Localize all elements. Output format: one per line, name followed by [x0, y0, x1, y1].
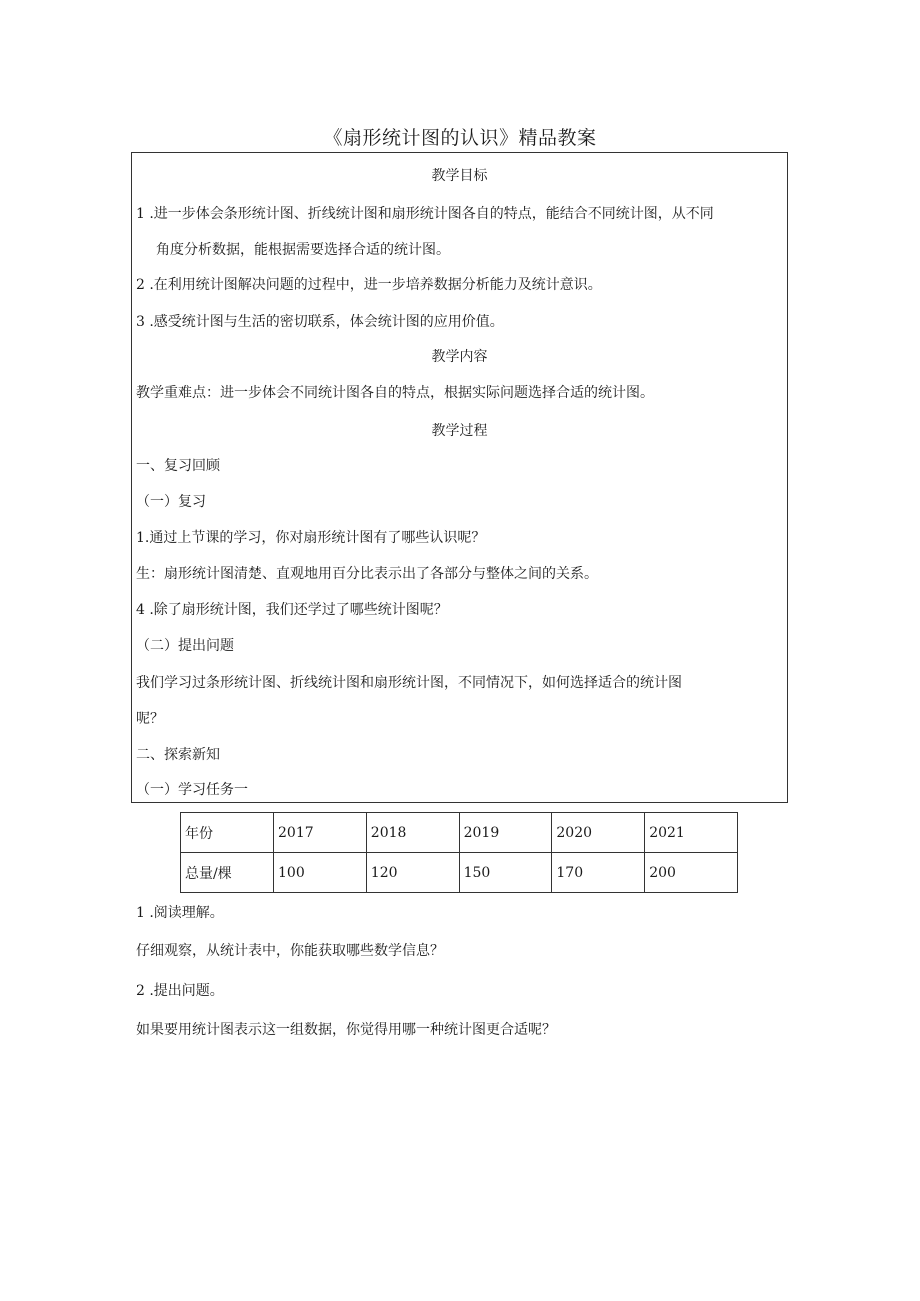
table-cell: 2017 [274, 813, 367, 853]
goals-heading: 教学目标 [431, 168, 488, 184]
step-1-text: 仔细观察，从统计表中，你能获取哪些数学信息？ [136, 943, 444, 959]
select-chart-question-line-2: 呢？ [136, 711, 164, 727]
key-points: 教学重难点：进一步体会不同统计图各自的特点，根据实际问题选择合适的统计图。 [136, 385, 654, 401]
goal-2: 2 .在利用统计图解决问题的过程中，进一步培养数据分析能力及统计意识。 [136, 277, 602, 293]
document-title: 《扇形统计图的认识》精品教案 [323, 127, 597, 149]
select-chart-question-line-1: 我们学习过条形统计图、折线统计图和扇形统计图，不同情况下，如何选择适合的统计图 [136, 675, 682, 691]
step-1-heading: 1 .阅读理解。 [136, 905, 224, 921]
table-cell: 2021 [645, 813, 738, 853]
subsection-question: （二）提出问题 [136, 638, 234, 654]
table-row-label: 年份 [181, 813, 274, 853]
table-cell: 150 [459, 853, 552, 893]
table-row [181, 813, 738, 853]
table-row-label: 总量/棵 [181, 853, 274, 893]
table-cell: 2018 [366, 813, 459, 853]
question-1: 1.通过上节课的学习，你对扇形统计图有了哪些认识呢？ [136, 530, 486, 546]
question-4: 4 .除了扇形统计图，我们还学过了哪些统计图呢？ [136, 602, 448, 618]
table-cell: 200 [645, 853, 738, 893]
table-cell: 100 [274, 853, 367, 893]
task-1-heading: （一）学习任务一 [136, 782, 248, 798]
table-row [181, 853, 738, 893]
content-heading: 教学内容 [431, 349, 488, 365]
data-table [180, 812, 738, 893]
table-cell: 2020 [552, 813, 645, 853]
table-cell: 2019 [459, 813, 552, 853]
table-cell: 170 [552, 853, 645, 893]
step-2-text: 如果要用统计图表示这一组数据，你觉得用哪一种统计图更合适呢？ [136, 1022, 556, 1038]
goal-3: 3 .感受统计图与生活的密切联系，体会统计图的应用价值。 [136, 314, 504, 330]
step-2-heading: 2 .提出问题。 [136, 983, 224, 999]
goal-1-line-2: 角度分析数据，能根据需要选择合适的统计图。 [156, 242, 450, 258]
student-answer: 生：扇形统计图清楚、直观地用百分比表示出了各部分与整体之间的关系。 [136, 566, 598, 582]
goal-1-line-1: 1 .进一步体会条形统计图、折线统计图和扇形统计图各自的特点，能结合不同统计图，从不同 [136, 206, 714, 222]
subsection-review: （一）复习 [136, 494, 206, 510]
part-2-heading: 二、探索新知 [136, 747, 220, 763]
part-1-heading: 一、复习回顾 [136, 458, 220, 474]
process-heading: 教学过程 [431, 423, 488, 439]
table-cell: 120 [366, 853, 459, 893]
